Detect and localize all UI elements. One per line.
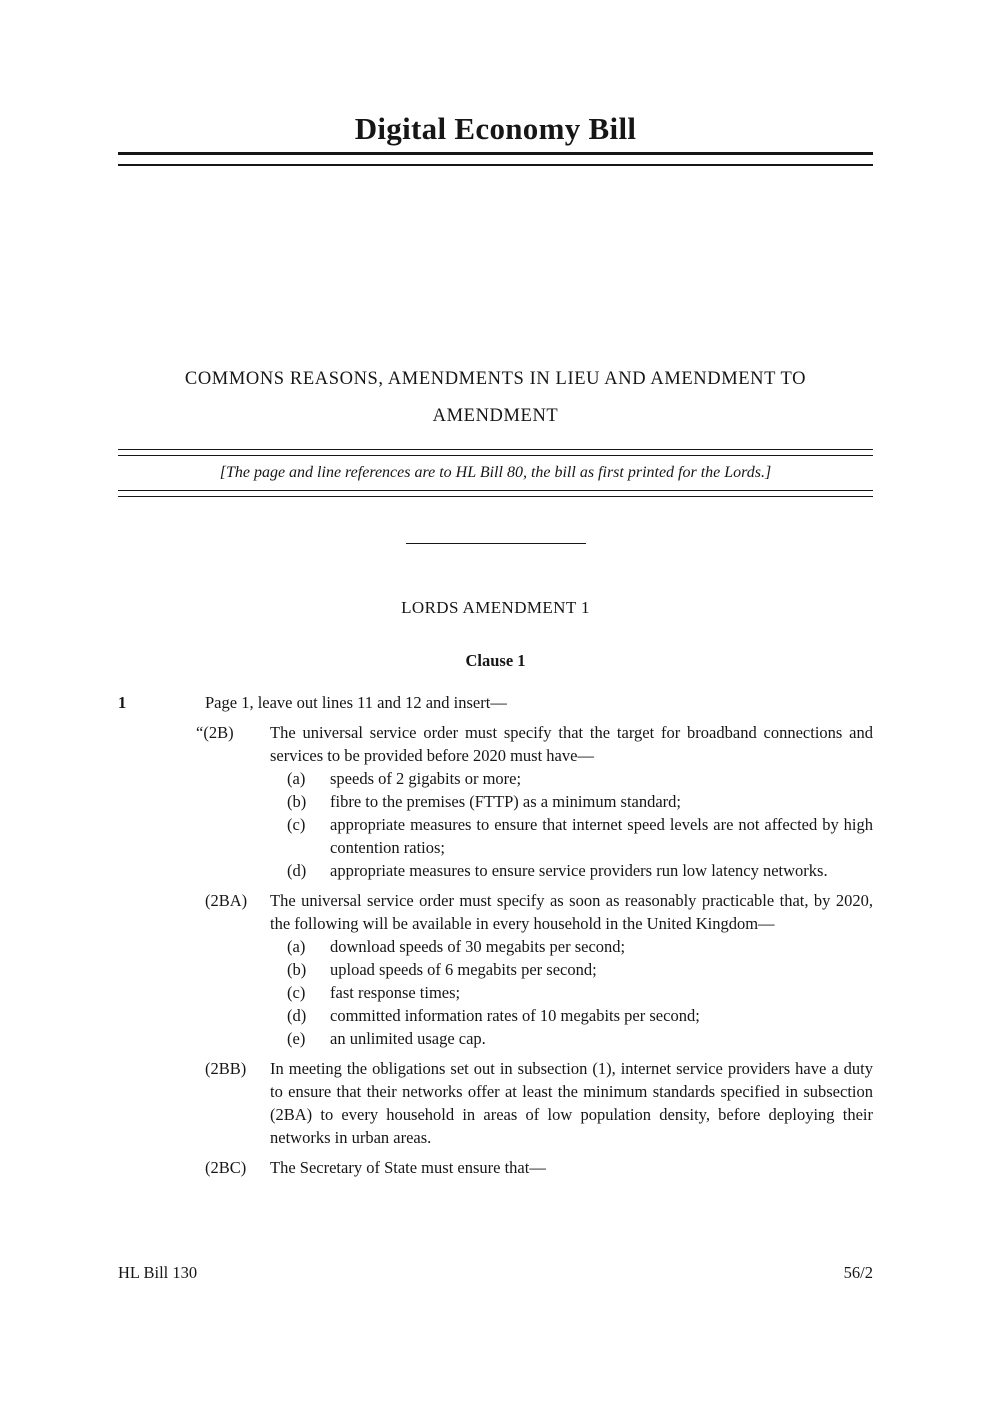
item-text: speeds of 2 gigabits or more;	[330, 769, 522, 788]
list-item	[270, 767, 873, 790]
item-label: (d)	[287, 861, 307, 880]
amendment-number: 1	[118, 693, 127, 712]
list-item	[270, 859, 873, 882]
subsection-body	[270, 1156, 873, 1179]
list-item	[270, 1004, 873, 1027]
item-text: download speeds of 30 megabits per second;	[330, 937, 626, 956]
item-label: (c)	[287, 983, 306, 1002]
item-label: (a)	[287, 769, 306, 788]
item-text: committed information rates of 10 megabits per second;	[330, 1006, 700, 1025]
main-heading	[118, 361, 873, 435]
subsection-text: The universal service order must specify that the target for broadband connections and services to be provided before 2020 must have—	[270, 723, 873, 765]
reference-rule-top	[118, 449, 873, 456]
reference-note: [The page and line references are to HL Bill 80, the bill as first printed for the Lords.]	[219, 464, 772, 481]
item-label: (b)	[287, 792, 307, 811]
subsection-label: “(2B)	[196, 723, 234, 742]
reference-note-box	[118, 449, 873, 497]
page-footer	[118, 1261, 873, 1284]
footer-bill-number: HL Bill 130	[118, 1263, 198, 1282]
subsection-text: The universal service order must specify as soon as reasonably practicable that, by 2020, the following will be available in every household in the United Kingdom—	[270, 891, 873, 933]
subsection-2BA	[118, 889, 873, 1050]
subsection-label: (2BC)	[205, 1158, 247, 1177]
item-label: (d)	[287, 1006, 307, 1025]
item-label: (e)	[287, 1029, 306, 1048]
item-label: (c)	[287, 815, 306, 834]
item-text: fibre to the premises (FTTP) as a minimum standard;	[330, 792, 682, 811]
subsection-text: The Secretary of State must ensure that—	[270, 1158, 546, 1177]
amendment-body	[118, 691, 873, 1179]
list-item	[270, 981, 873, 1004]
reference-rule-bottom	[118, 490, 873, 497]
item-label: (a)	[287, 937, 306, 956]
item-text: appropriate measures to ensure service providers run low latency networks.	[330, 861, 828, 880]
subsection-body	[270, 1057, 873, 1149]
amendment-instruction-row	[118, 691, 873, 714]
list-item	[270, 935, 873, 958]
subsection-body	[270, 721, 873, 882]
item-text: upload speeds of 6 megabits per second;	[330, 960, 597, 979]
list-item	[270, 958, 873, 981]
main-heading-line1: COMMONS REASONS, AMENDMENTS IN LIEU AND AMENDMENT TO	[184, 369, 807, 389]
main-heading-line2: AMENDMENT	[432, 406, 559, 426]
subsection-label: (2BB)	[205, 1059, 247, 1078]
list-item	[270, 813, 873, 859]
item-text: appropriate measures to ensure that internet speed levels are not affected by high contention ratios;	[330, 815, 873, 857]
footer-page-ref: 56/2	[843, 1263, 873, 1282]
title-double-rule	[118, 152, 873, 166]
list-item	[270, 790, 873, 813]
subsection-2BC	[118, 1156, 873, 1179]
subsection-body	[270, 889, 873, 1050]
subsection-label: (2BA)	[205, 891, 248, 910]
document-title: Digital Economy Bill	[354, 111, 637, 146]
list-item	[270, 1027, 873, 1050]
amendment-instruction: Page 1, leave out lines 11 and 12 and insert—	[205, 693, 507, 712]
subsection-2B	[118, 721, 873, 882]
item-text: an unlimited usage cap.	[330, 1029, 486, 1048]
clause-heading: Clause 1	[465, 651, 526, 670]
subsection-text: In meeting the obligations set out in subsection (1), internet service providers have a duty to ensure that their networks offer at least the minimum standards specified in subsection (2BA) to every household in areas of low population density, before deploying their networks in urban areas.	[270, 1059, 873, 1147]
lords-amendment-heading: LORDS AMENDMENT 1	[401, 598, 590, 617]
section-divider	[406, 543, 586, 544]
subsection-2BB	[118, 1057, 873, 1149]
item-text: fast response times;	[330, 983, 461, 1002]
item-label: (b)	[287, 960, 307, 979]
